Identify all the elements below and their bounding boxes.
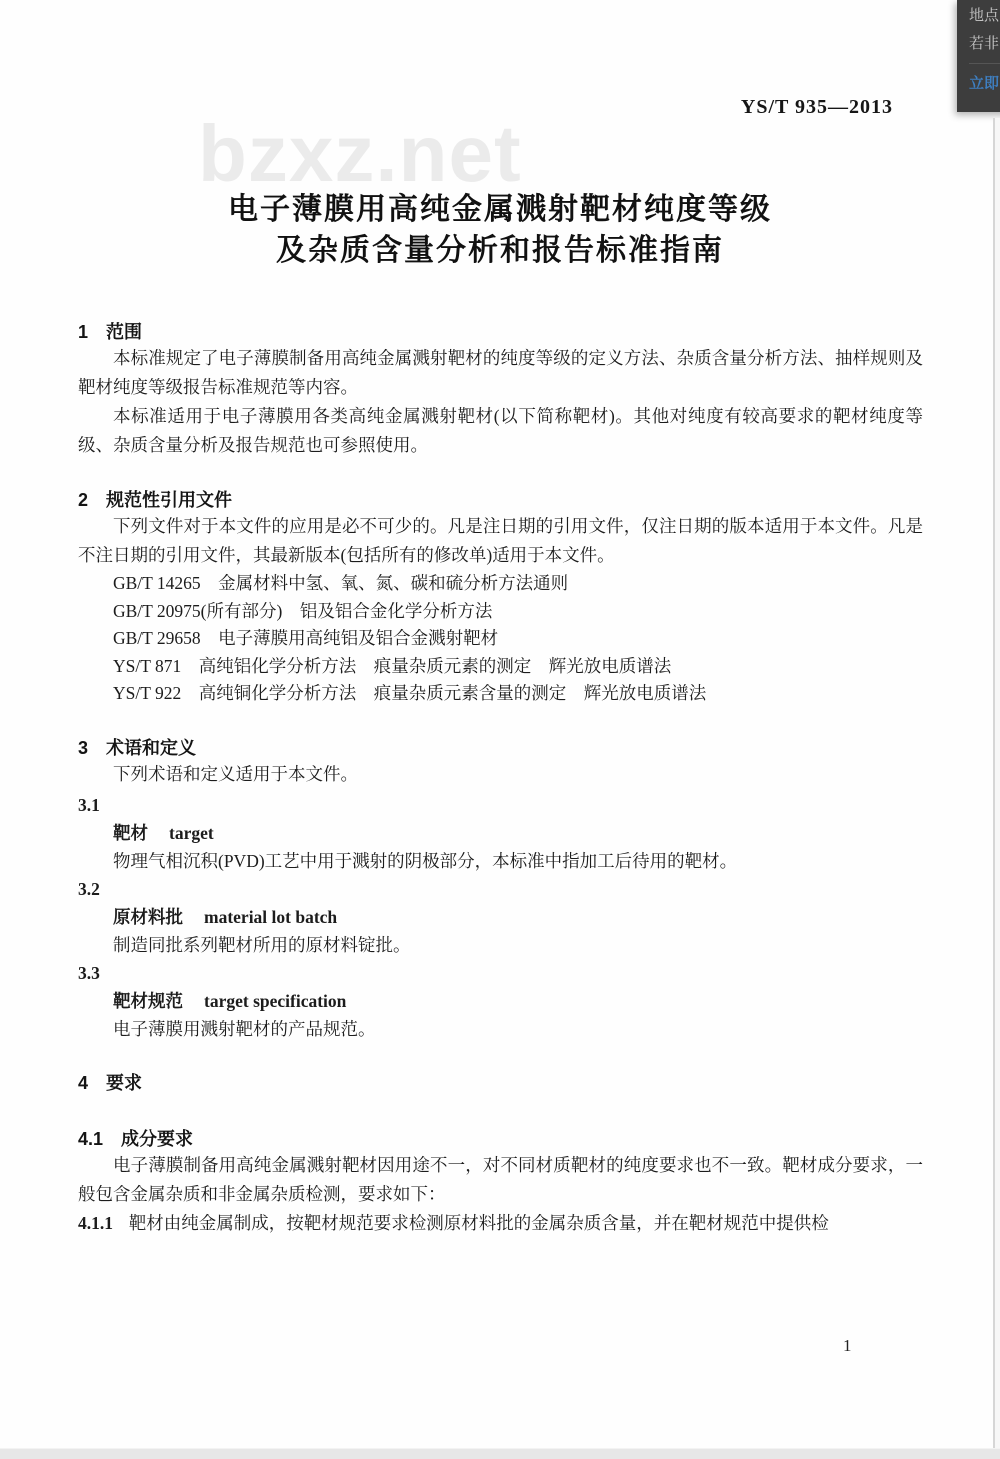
term-name-en: material lot batch — [204, 906, 338, 927]
term-name-zh: 靶材规范 — [113, 990, 183, 1011]
terms-intro: 下列术语和定义适用于本文件。 — [113, 763, 358, 784]
term-number: 3.3 — [78, 962, 100, 983]
popup-action-link[interactable]: 立即 — [969, 75, 1000, 92]
term-name-zh: 原材料批 — [113, 906, 183, 927]
term-number: 3.1 — [78, 794, 100, 815]
popup-divider — [969, 63, 1000, 64]
term-number: 3.2 — [78, 878, 100, 899]
term-name — [78, 903, 923, 931]
section-heading-requirements: 4 要求 — [78, 1072, 143, 1093]
term-name-zh: 靶材 — [113, 822, 148, 843]
term-definition: 物理气相沉积(PVD)工艺中用于溅射的阴极部分，本标准中指加工后待用的靶材。 — [113, 850, 738, 871]
clause-text: 靶材由纯金属制成，按靶材规范要求检测原材料批的金属杂质含量，并在靶材规范中提供检 — [128, 1212, 829, 1233]
term-name — [78, 819, 923, 847]
page-edge-right-margin — [995, 118, 1000, 1448]
page-edge-bottom — [0, 1448, 1000, 1459]
section-heading-scope: 1 范围 — [78, 322, 143, 342]
page-edge-right-line — [993, 118, 995, 1448]
reference-item: GB/T 20975(所有部分) 铝及铝合金化学分析方法 — [113, 600, 493, 621]
scope-paragraph-1: 本标准规定了电子薄膜制备用高纯金属溅射靶材的纯度等级的定义方法、杂质含量分析方法、抽样规则及靶材纯度等级报告标准规范等内容。 — [78, 348, 923, 397]
term-name-en: target — [169, 822, 214, 843]
references-intro: 下列文件对于本文件的应用是必不可少的。凡是注日期的引用文件，仅注日期的版本适用于本文件。凡是不注日期的引用文件，其最新版本(包括所有的修改单)适用于本文件。 — [78, 516, 923, 565]
requirements-paragraph: 电子薄膜制备用高纯金属溅射靶材因用途不一，对不同材质靶材的纯度要求也不一致。靶材成分要求，一般包含金属杂质和非金属杂质检测，要求如下： — [78, 1154, 923, 1204]
document-body — [78, 312, 923, 1238]
reference-item: GB/T 14265 金属材料中氢、氧、氮、碳和硫分析方法通则 — [113, 573, 569, 593]
scope-paragraph-2: 本标准适用于电子薄膜用各类高纯金属溅射靶材(以下简称靶材)。其他对纯度有较高要求的靶材纯度等级、杂质含量分析及报告规范也可参照使用。 — [78, 406, 923, 455]
term-name — [78, 987, 923, 1015]
reference-item: GB/T 29658 电子薄膜用高纯铝及铝合金溅射靶材 — [113, 628, 499, 648]
subsection-heading-composition: 4.1 成分要求 — [78, 1128, 194, 1149]
section-heading-terms: 3 术语和定义 — [78, 737, 197, 758]
watermark-text: bzxz.net — [198, 109, 522, 198]
term-definition: 电子薄膜用溅射靶材的产品规范。 — [113, 1018, 376, 1039]
popup-line-1: 地点 — [969, 7, 1000, 24]
reference-list — [78, 570, 923, 708]
document-title-line-2: 及杂质含量分析和报告标准指南 — [276, 234, 724, 267]
clause-4-1-1 — [78, 1209, 923, 1238]
document-title-line-1: 电子薄膜用高纯金属溅射靶材纯度等级 — [228, 193, 772, 226]
document-title — [0, 189, 1000, 271]
popup-line-2: 若非 — [969, 35, 1000, 52]
reference-item: YS/T 922 高纯铜化学分析方法 痕量杂质元素含量的测定 辉光放电质谱法 — [113, 683, 707, 703]
reference-item: YS/T 871 高纯铝化学分析方法 痕量杂质元素的测定 辉光放电质谱法 — [113, 655, 672, 676]
terms-list — [78, 791, 923, 1043]
page-number: 1 — [843, 1336, 852, 1355]
term-name-en: target specification — [204, 990, 347, 1011]
standard-number: YS/T 935—2013 — [740, 96, 893, 118]
section-heading-references: 2 规范性引用文件 — [78, 490, 233, 510]
term-definition: 制造同批系列靶材所用的原材料锭批。 — [113, 934, 411, 955]
notification-popup — [957, 0, 1000, 112]
clause-number: 4.1.1 — [78, 1212, 113, 1233]
